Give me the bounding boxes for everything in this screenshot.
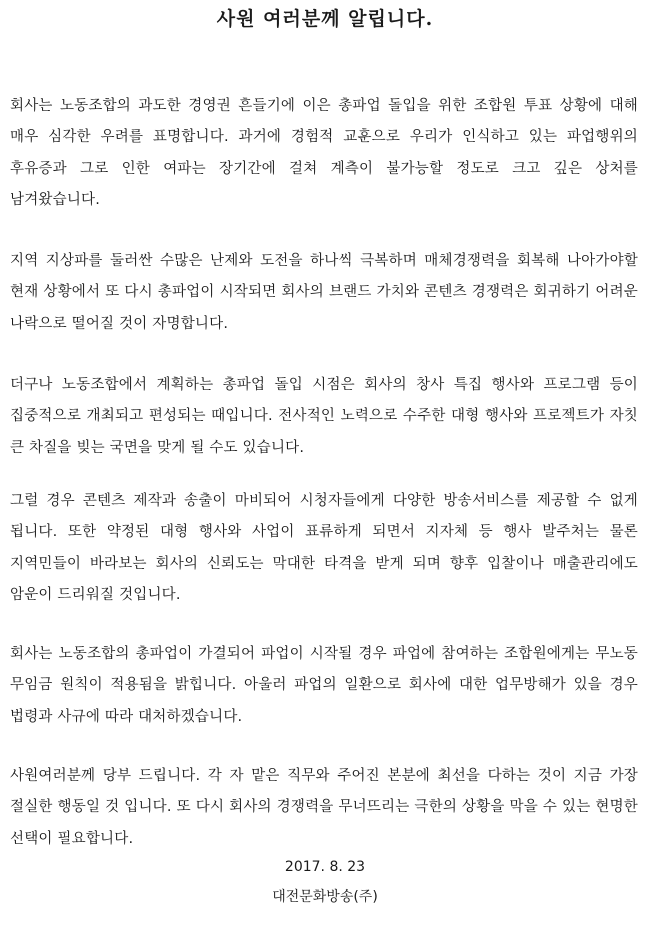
paragraph-4: 그럴 경우 콘텐츠 제작과 송출이 마비되어 시청자들에게 다양한 방송서비스를 제공할 수 없게 됩니다. 또한 약정된 대형 행사와 사업이 표류하게 되면서 지자체 등 행사 발주처는 물론 지역민들이 바라보는 회사의 신뢰도는 막대한 타격을 받게 되며 향후 입찰이나 매출관리에도 암운이 드리워질 것입니다.	[10, 492, 638, 603]
document-footer	[0, 852, 650, 912]
paragraph-1: 회사는 노동조합의 과도한 경영권 흔들기에 이은 총파업 돌입을 위한 조합원 투표 상황에 대해 매우 심각한 우려를 표명합니다. 과거에 경험적 교훈으로 우리가 인식하고 있는 파업행위의 후유증과 그로 인한 여파는 장기간에 걸쳐 계측이 불가능할 정도로 크고 깊은 상처를 남겨왔습니다.	[10, 98, 638, 208]
document-date: 2017. 8. 23	[284, 859, 366, 875]
paragraph-6: 사원여러분께 당부 드립니다. 각 자 맡은 직무와 주어진 본분에 최선을 다하는 것이 지금 가장 절실한 행동일 것 입니다. 또 다시 회사의 경쟁력을 무너뜨리는 극한의 상황을 막을 수 있는 현명한 선택이 필요합니다.	[10, 768, 638, 847]
paragraph-5: 회사는 노동조합의 총파업이 가결되어 파업이 시작될 경우 파업에 참여하는 조합원에게는 무노동 무임금 원칙이 적용됨을 밝힙니다. 아울러 파업의 일환으로 회사에 대한 업무방해가 있을 경우 법령과 사규에 따라 대처하겠습니다.	[10, 646, 638, 725]
document-body	[10, 91, 638, 881]
document-signature: 대전문화방송(주)	[272, 889, 378, 905]
paragraph-3: 더구나 노동조합에서 계획하는 총파업 돌입 시점은 회사의 창사 특집 행사와 프로그램 등이 집중적으로 개최되고 편성되는 때입니다. 전사적인 노력으로 수주한 대형 행사와 프로젝트가 자칫 큰 차질을 빚는 국면을 맞게 될 수도 있습니다.	[10, 377, 638, 456]
paragraph-2: 지역 지상파를 둘러싼 수많은 난제와 도전을 하나씩 극복하며 매체경쟁력을 회복해 나아가야할 현재 상황에서 또 다시 총파업이 시작되면 회사의 브랜드 가치와 콘텐츠 경쟁력은 회귀하기 어려운 나락으로 떨어질 것이 자명합니다.	[10, 253, 638, 332]
page-title: 사원 여러분께 알립니다.	[216, 8, 434, 30]
